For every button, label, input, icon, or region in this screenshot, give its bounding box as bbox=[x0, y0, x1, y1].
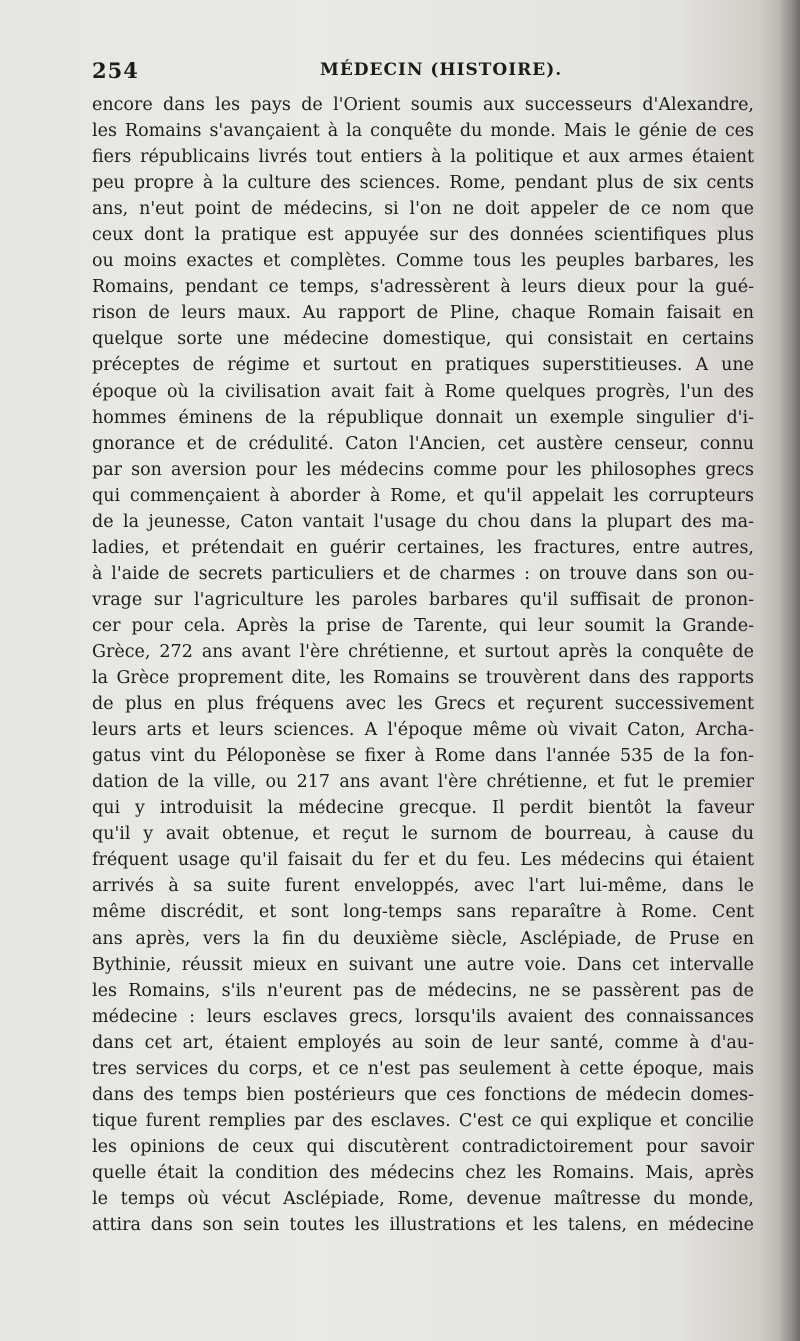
text-line: préceptes de régime et surtout en pratiques superstitieuses. A une bbox=[92, 355, 754, 376]
running-title: MÉDECIN (HISTOIRE). bbox=[320, 60, 563, 80]
text-line: vrage sur l'agriculture les paroles barbares qu'il suffisait de pronon- bbox=[92, 589, 754, 610]
text-line: époque où la civilisation avait fait à Rome quelques progrès, l'un des bbox=[92, 381, 754, 402]
text-line: qui y introduisit la médecine grecque. Il perdit bientôt la faveur bbox=[92, 798, 754, 819]
text-line: arrivés à sa suite furent enveloppés, avec l'art lui-même, dans le bbox=[92, 876, 754, 897]
text-line: fiers républicains livrés tout entiers à la politique et aux armes étaient bbox=[92, 147, 754, 168]
text-line: tres services du corps, et ce n'est pas seulement à cette époque, mais bbox=[92, 1058, 754, 1079]
text-line: de la jeunesse, Caton vantait l'usage du chou dans la plupart des ma- bbox=[92, 511, 754, 532]
text-line: leurs arts et leurs sciences. A l'époque même où vivait Caton, Archa- bbox=[92, 720, 754, 741]
text-line: quelque sorte une médecine domestique, qui consistait en certains bbox=[92, 329, 754, 350]
text-line: ans après, vers la fin du deuxième siècle, Asclépiade, de Pruse en bbox=[92, 928, 754, 949]
text-line: même discrédit, et sont long-temps sans reparaître à Rome. Cent bbox=[92, 902, 754, 923]
text-line: Bythinie, réussit mieux en suivant une autre voie. Dans cet intervalle bbox=[92, 954, 754, 975]
page-number: 254 bbox=[92, 58, 139, 83]
text-line: gatus vint du Péloponèse se fixer à Rome dans l'année 535 de la fon- bbox=[92, 746, 754, 767]
text-line: quelle était la condition des médecins chez les Romains. Mais, après bbox=[92, 1162, 754, 1183]
text-line: hommes éminens de la république donnait un exemple singulier d'i- bbox=[92, 407, 754, 428]
text-line: attira dans son sein toutes les illustrations et les talens, en médecine bbox=[92, 1215, 754, 1236]
text-line: les Romains s'avançaient à la conquête du monde. Mais le génie de ces bbox=[92, 121, 754, 142]
text-line: cer pour cela. Après la prise de Tarente, qui leur soumit la Grande- bbox=[92, 615, 754, 636]
page-edge-shadow bbox=[778, 0, 800, 1341]
text-line: de plus en plus fréquens avec les Grecs et reçurent successivement bbox=[92, 694, 754, 715]
text-line: Grèce, 272 ans avant l'ère chrétienne, et surtout après la conquête de bbox=[92, 641, 754, 662]
text-line: ladies, et prétendait en guérir certaines, les fractures, entre autres, bbox=[92, 537, 754, 558]
text-line: fréquent usage qu'il faisait du fer et du feu. Les médecins qui étaient bbox=[92, 850, 754, 871]
page-header bbox=[92, 58, 752, 88]
text-line: qu'il y avait obtenue, et reçut le surnom de bourreau, à cause du bbox=[92, 824, 754, 845]
text-line: qui commençaient à aborder à Rome, et qu'il appelait les corrupteurs bbox=[92, 485, 754, 506]
text-line: encore dans les pays de l'Orient soumis aux successeurs d'Alexandre, bbox=[92, 95, 754, 115]
text-line: par son aversion pour les médecins comme pour les philosophes grecs bbox=[92, 459, 754, 480]
text-line: les opinions de ceux qui discutèrent contradictoirement pour savoir bbox=[92, 1136, 754, 1157]
text-line: médecine : leurs esclaves grecs, lorsqu'ils avaient des connaissances bbox=[92, 1006, 754, 1027]
text-line: ans, n'eut point de médecins, si l'on ne doit appeler de ce nom que bbox=[92, 199, 754, 220]
body-text bbox=[92, 92, 754, 1238]
text-line: à l'aide de secrets particuliers et de charmes : on trouve dans son ou- bbox=[92, 563, 754, 584]
text-line: peu propre à la culture des sciences. Rome, pendant plus de six cents bbox=[92, 173, 754, 194]
text-line: le temps où vécut Asclépiade, Rome, devenue maîtresse du monde, bbox=[92, 1188, 754, 1209]
text-line: dans des temps bien postérieurs que ces fonctions de médecin domes- bbox=[92, 1084, 754, 1105]
text-line: Romains, pendant ce temps, s'adressèrent à leurs dieux pour la gué- bbox=[92, 277, 754, 298]
text-line: dation de la ville, ou 217 ans avant l'ère chrétienne, et fut le premier bbox=[92, 772, 754, 793]
text-line: les Romains, s'ils n'eurent pas de médecins, ne se passèrent pas de bbox=[92, 980, 754, 1001]
text-line: dans cet art, étaient employés au soin de leur santé, comme à d'au- bbox=[92, 1032, 754, 1053]
text-line: ou moins exactes et complètes. Comme tous les peuples barbares, les bbox=[92, 251, 754, 272]
text-line: la Grèce proprement dite, les Romains se trouvèrent dans des rapports bbox=[92, 668, 754, 689]
text-line: gnorance et de crédulité. Caton l'Ancien, cet austère censeur, connu bbox=[92, 433, 754, 454]
text-line: ceux dont la pratique est appuyée sur des données scientifiques plus bbox=[92, 225, 754, 246]
text-line: rison de leurs maux. Au rapport de Pline, chaque Romain faisait en bbox=[92, 303, 754, 324]
text-line: tique furent remplies par des esclaves. C'est ce qui explique et concilie bbox=[92, 1110, 754, 1131]
